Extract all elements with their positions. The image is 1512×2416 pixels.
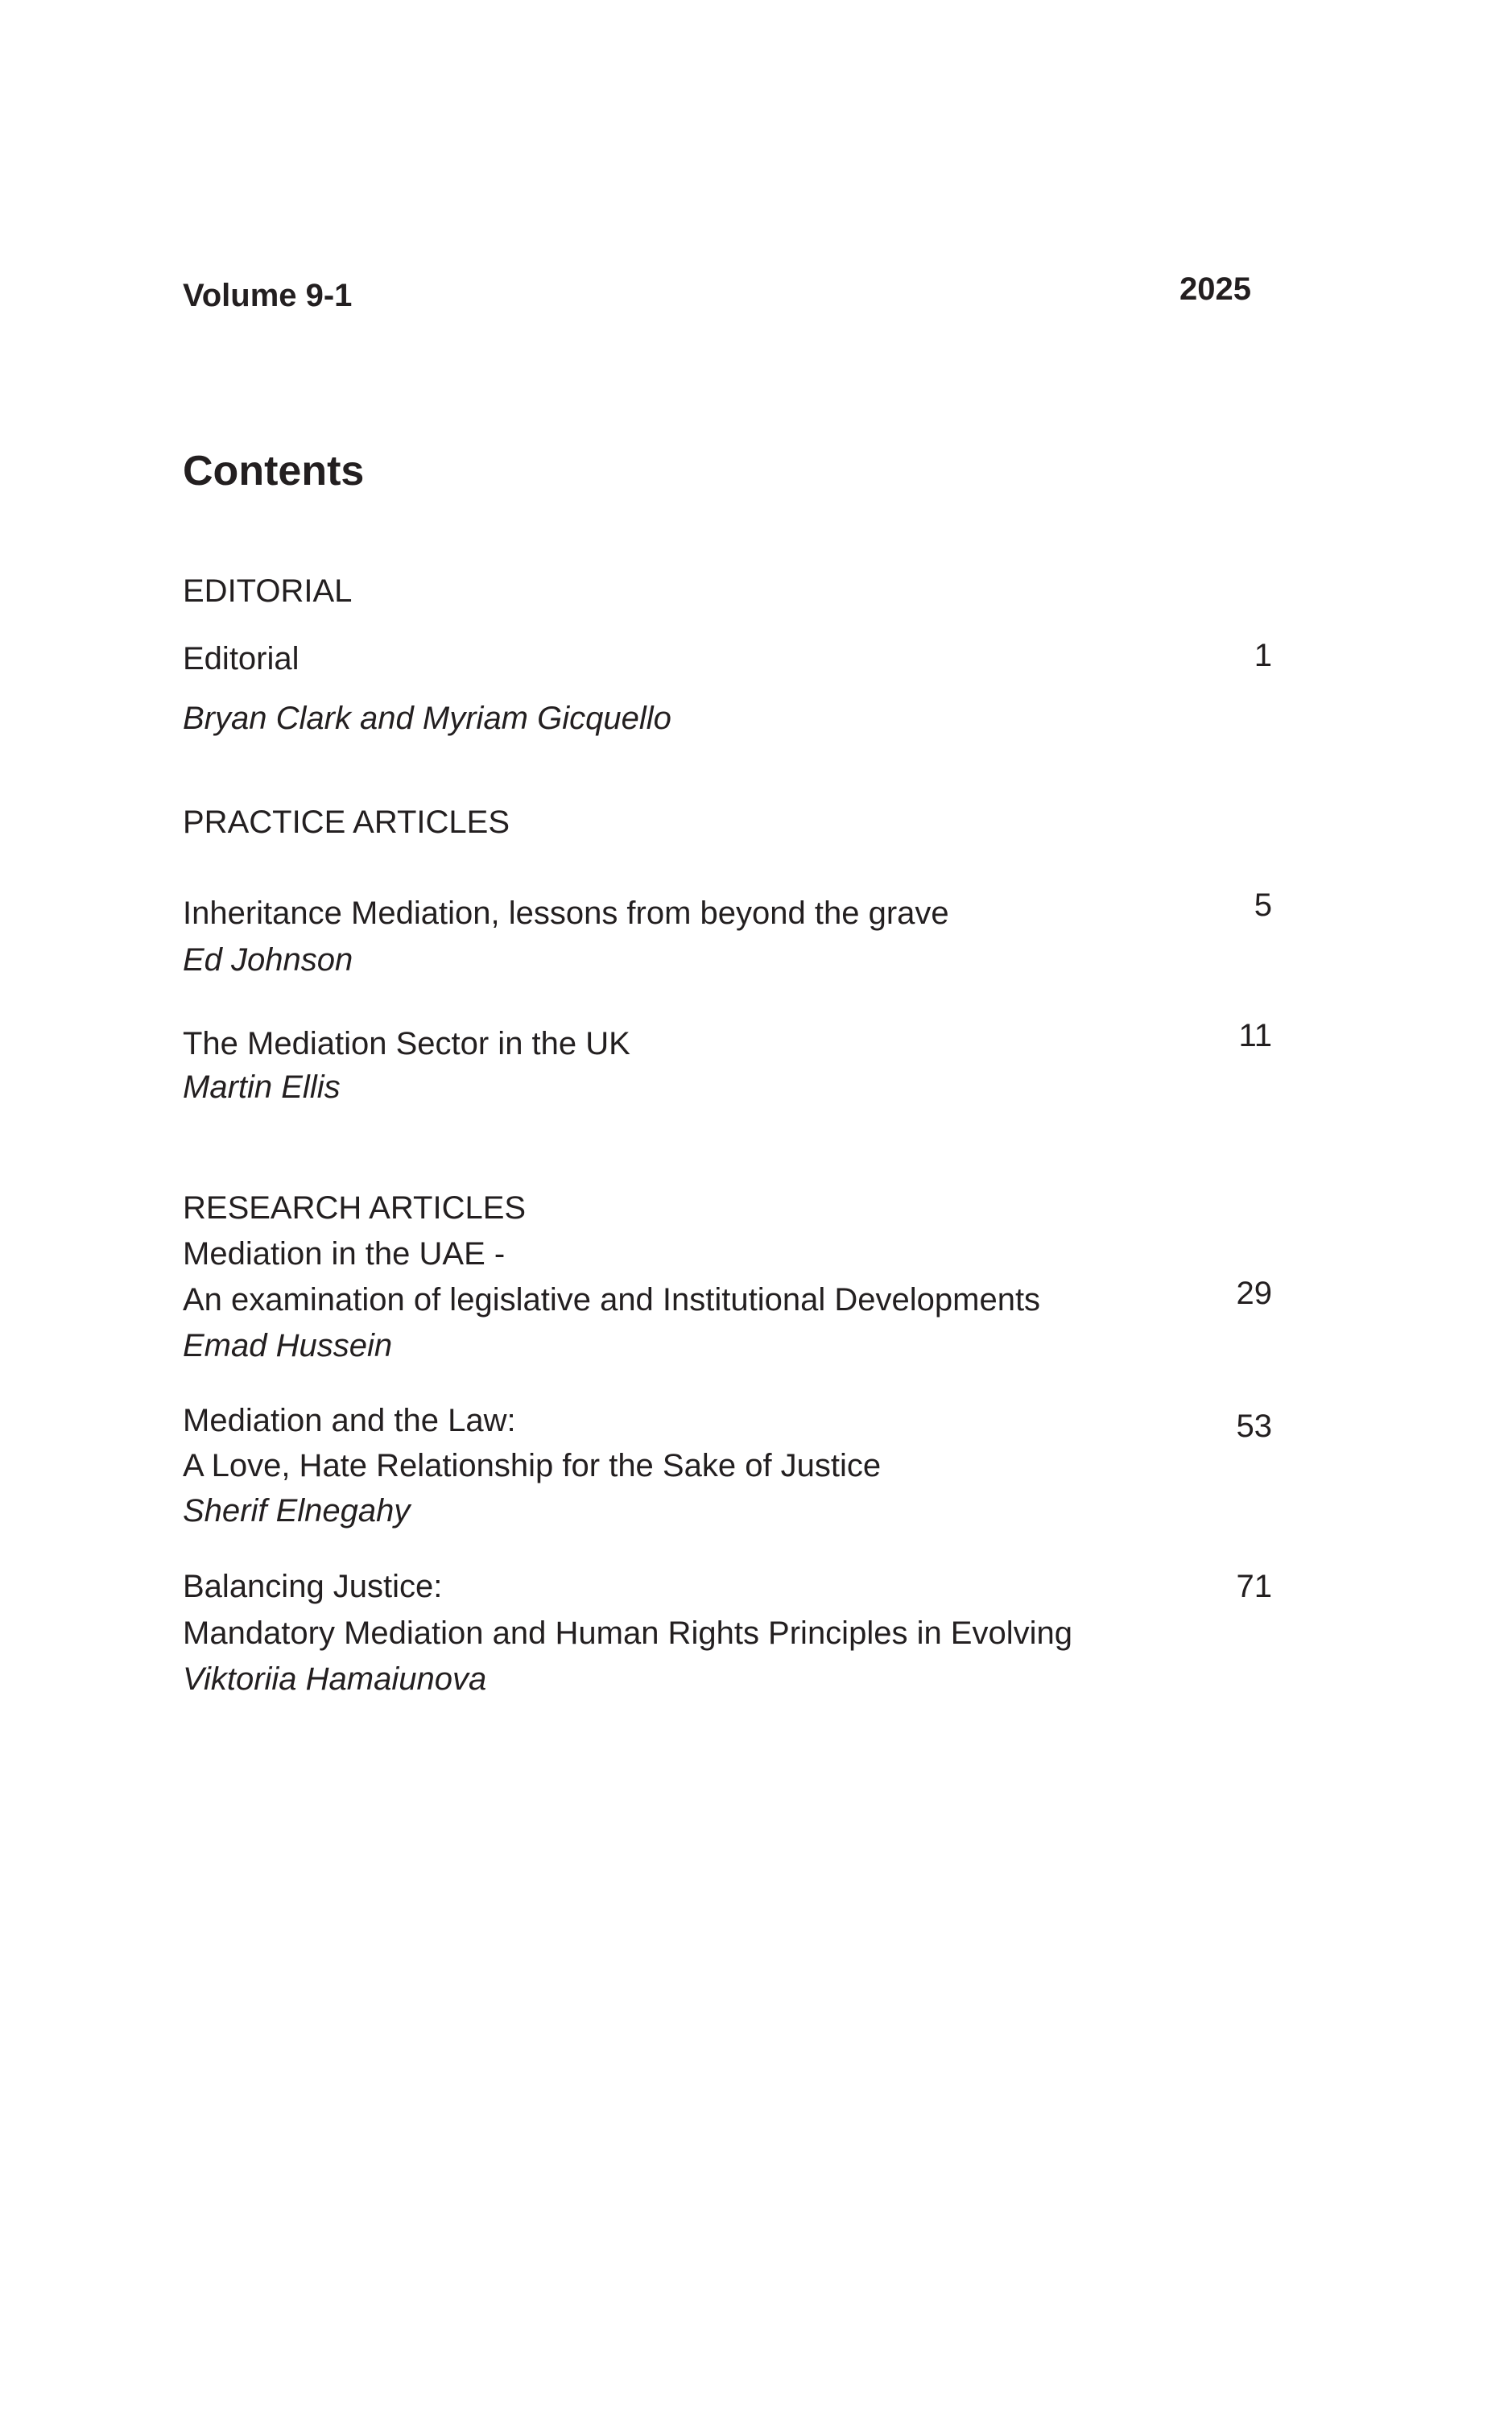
- entry-page-number: 53: [1236, 1409, 1272, 1444]
- entry-author: Sherif Elnegahy: [183, 1493, 411, 1529]
- section-heading-editorial: EDITORIAL: [183, 573, 353, 609]
- entry-title: Editorial: [183, 641, 300, 676]
- entry-title-line: An examination of legislative and Institutional Developments: [183, 1282, 1041, 1318]
- entry-title-line: Mandatory Mediation and Human Rights Principles in Evolving: [183, 1615, 1072, 1651]
- entry-author: Viktoriia Hamaiunova: [183, 1661, 487, 1697]
- entry-author: Martin Ellis: [183, 1069, 341, 1105]
- entry-author: Bryan Clark and Myriam Gicquello: [183, 701, 671, 736]
- entry-page-number: 5: [1254, 887, 1272, 923]
- entry-page-number: 71: [1236, 1569, 1272, 1604]
- entry-author: Ed Johnson: [183, 942, 353, 978]
- entry-title: Inheritance Mediation, lessons from beyond the grave: [183, 896, 949, 931]
- entry-title-line: Mediation and the Law:: [183, 1403, 516, 1438]
- section-heading-practice-articles: PRACTICE ARTICLES: [183, 805, 510, 840]
- contents-title: Contents: [183, 448, 365, 494]
- entry-title-line: Mediation in the UAE -: [183, 1236, 506, 1272]
- entry-page-number: 29: [1236, 1276, 1272, 1311]
- volume-label: Volume 9-1: [183, 278, 353, 313]
- entry-page-number: 11: [1238, 1018, 1272, 1053]
- entry-title-line: Balancing Justice:: [183, 1569, 443, 1604]
- entry-author: Emad Hussein: [183, 1328, 393, 1363]
- section-heading-research-articles: RESEARCH ARTICLES: [183, 1190, 527, 1226]
- entry-title: The Mediation Sector in the UK: [183, 1026, 630, 1061]
- entry-title-line: A Love, Hate Relationship for the Sake of Justice: [183, 1448, 882, 1483]
- year-label: 2025: [1179, 271, 1251, 307]
- entry-page-number: 1: [1254, 638, 1272, 673]
